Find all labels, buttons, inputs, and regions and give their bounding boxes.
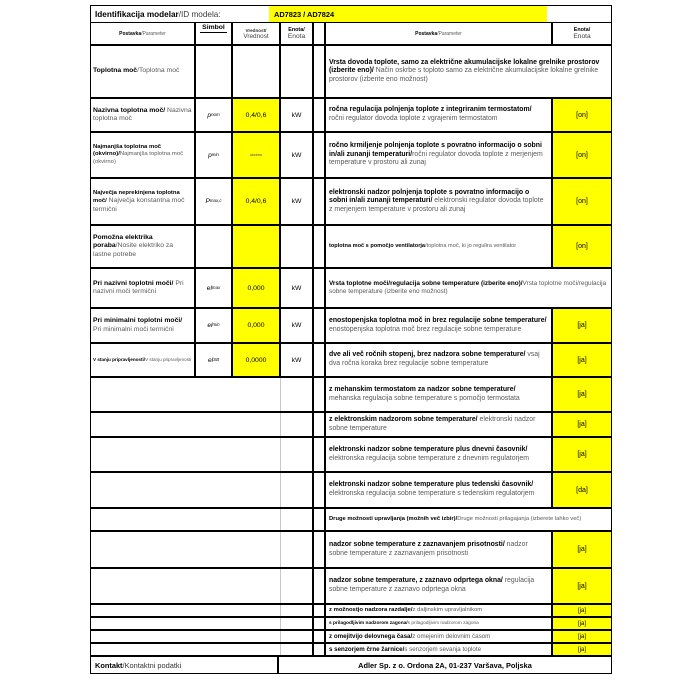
empty-left-cell <box>91 605 281 616</box>
title-row <box>91 6 611 23</box>
spacer-cell <box>312 618 326 629</box>
row-label: Toplotna moč/Toplotna moč <box>91 46 196 97</box>
option-flag-cell[interactable]: [on] <box>551 99 611 131</box>
table-row <box>91 309 611 344</box>
empty-left-cell <box>281 605 312 616</box>
table-row <box>91 618 611 631</box>
table-row <box>91 378 611 413</box>
description-cell: Vrsta toplotne moči/regulacija sobne temperature (izberite eno)/Vrsta toplotne moči/regulacija sobne temperature (izberite eno možnost) <box>329 280 607 295</box>
empty-left-cell <box>91 532 281 567</box>
row-label: V stanju pripravljenosti/V stanju pripravljenosti <box>91 344 196 376</box>
spacer-cell <box>312 309 326 342</box>
contact-row <box>91 657 611 673</box>
value-cell[interactable]: 0,4/0,6 <box>233 179 281 224</box>
table-row <box>91 644 611 657</box>
empty-left-cell <box>91 631 281 642</box>
empty-left-cell <box>91 378 281 411</box>
table-row <box>91 269 611 309</box>
model-id-cell[interactable]: AD7823 / AD7824 <box>269 6 547 22</box>
table-row <box>91 631 611 644</box>
title-label <box>91 6 269 22</box>
table-row <box>91 226 611 269</box>
unit-cell: kW <box>291 151 302 159</box>
symbol-cell: P max,c <box>196 179 233 224</box>
empty-left-cell <box>281 413 312 436</box>
empty-left-cell <box>91 438 281 471</box>
spacer-cell <box>312 226 326 267</box>
option-flag-cell[interactable]: [ja] <box>551 438 611 471</box>
table-row <box>91 46 611 99</box>
spacer-cell <box>312 509 326 530</box>
description-cell: s senzorjem črne žarnice/s senzorjem sevanja toplote <box>329 645 482 653</box>
spacer-cell <box>312 473 326 507</box>
table-row <box>91 413 611 438</box>
empty-left-cell <box>281 378 312 411</box>
empty-left-cell <box>91 509 281 530</box>
option-flag-cell[interactable]: [ja] <box>551 309 611 342</box>
option-flag-cell[interactable]: [ja] <box>551 532 611 567</box>
table-row <box>91 179 611 226</box>
description-cell: toplotna moč s pomočjo ventilatorja/toplotna moč, ki jo regulira ventilator <box>329 243 517 249</box>
empty-left-cell <box>281 473 312 507</box>
table-row <box>91 569 611 605</box>
symbol-cell: p nom <box>196 99 233 131</box>
symbol-cell: el max <box>196 269 233 307</box>
unit-cell: kW <box>291 356 302 364</box>
option-flag-cell[interactable]: [ja] <box>551 344 611 376</box>
description-cell: z možnostjo nadzora razdalje/z daljinskim upravljalnikom <box>329 606 483 613</box>
header-row <box>91 23 611 46</box>
option-flag-cell[interactable]: [ja] <box>551 378 611 411</box>
table-row <box>91 605 611 618</box>
symbol-cell: p min <box>196 133 233 177</box>
empty-left-cell <box>281 618 312 629</box>
description-cell: z mehanskim termostatom za nadzor sobne temperature/ mehanska regulacija sobne temperature s pomočjo termostata <box>329 385 520 402</box>
empty-left-cell <box>91 644 281 655</box>
spacer-cell <box>312 179 326 224</box>
title-spacer <box>547 6 611 22</box>
value-cell[interactable]: 0,0000 <box>233 344 281 376</box>
option-flag-cell[interactable]: [ja] <box>551 644 611 655</box>
spacer-cell <box>312 269 326 307</box>
symbol-cell: el min <box>196 309 233 342</box>
header-value: Vrednost/ Vrednost <box>233 23 281 44</box>
header-spacer-column <box>312 23 326 44</box>
option-flag-cell[interactable]: [on] <box>551 133 611 177</box>
empty-left-cell <box>281 509 312 530</box>
spacer-cell <box>312 605 326 616</box>
empty-left-cell <box>281 532 312 567</box>
table-row <box>91 532 611 569</box>
spacer-cell <box>312 99 326 131</box>
unit-cell: kW <box>291 284 302 292</box>
empty-left-cell <box>91 618 281 629</box>
option-flag-cell[interactable]: [da] <box>551 473 611 507</box>
spacer-cell <box>312 133 326 177</box>
description-cell: nadzor sobne temperature z zaznavanjem prisotnosti/ nadzor sobne temperature z zaznavanjem prisotnosti <box>329 540 528 557</box>
empty-left-cell <box>281 569 312 603</box>
value-cell[interactable]: okvirno <box>233 133 281 177</box>
unit-cell <box>281 46 312 97</box>
table-row <box>91 99 611 133</box>
option-flag-cell[interactable]: [ja] <box>551 618 611 629</box>
description-cell: s prilagodljivim nadzorom zagona/s prilagodljivim nadzorom zagona <box>329 620 479 626</box>
contact-label: Kontakt/Kontaktni podatki <box>91 657 279 673</box>
header-right-parameter: Postavka/Parameter <box>415 30 462 37</box>
symbol-cell: el SB <box>196 344 233 376</box>
empty-left-cell <box>281 644 312 655</box>
value-cell[interactable]: 0,000 <box>233 309 281 342</box>
row-label: Največja neprekinjena toplotna moč/ Največja konstantna moč termični <box>91 179 196 224</box>
empty-left-cell <box>281 438 312 471</box>
option-flag-cell[interactable]: [ja] <box>551 631 611 642</box>
model-identification-table <box>90 5 612 674</box>
spacer-cell <box>312 413 326 436</box>
row-label: Pri nazivni toplotni moči/ Pri nazivni moči termični <box>91 269 196 307</box>
row-label: Pri minimalni toplotni moči/ Pri minimalni moči termični <box>91 309 196 342</box>
value-cell[interactable]: 0,000 <box>233 269 281 307</box>
value-cell[interactable] <box>233 226 281 267</box>
empty-left-cell <box>91 473 281 507</box>
header-parameter: Postavka/Parameter <box>91 23 196 44</box>
description-cell: ročno krmiljenje polnjenja toplote s povratno informacijo o sobni in/ali zunanji temperaturi/ročni regulator dovoda toplote z merjenjem temperature v prostoru ali zunaj <box>329 142 543 167</box>
option-flag-cell[interactable]: [ja] <box>551 413 611 436</box>
description-cell: elektronski nadzor sobne temperature plus tedenski časovnik/ elektronska regulacija sobne temperature s tedenskim regulatorjem <box>329 481 535 497</box>
description-cell: z omejitvijo delovnega časa/z omejenim delovnim časom <box>329 632 491 640</box>
unit-cell: kW <box>291 322 302 329</box>
symbol-cell <box>196 46 233 97</box>
description-cell: nadzor sobne temperature, z zaznavo odprtega okna/ regulacija sobne temperature z zaznavo odprtega okna <box>329 577 535 593</box>
value-cell <box>233 46 281 97</box>
description-cell: Vrsta dovoda toplote, samo za električne akumulacijske lokalne grelnike prostorov (izberite eno)/ Način oskrbe s toploto samo za električne akumulacijske lokalne grelnike prostorov (izberite eno možnost) <box>329 58 600 83</box>
table-row <box>91 509 611 532</box>
description-cell: ročna regulacija polnjenja toplote z integriranim termostatom/ ročni regulator dovoda toplote z vgrajenim termostatom <box>329 106 532 122</box>
description-cell: elektronski nadzor sobne temperature plus dnevni časovnik/ elektronska regulacija sobne temperature z dnevnim regulatorjem <box>329 445 529 462</box>
spacer-cell <box>312 46 326 97</box>
spacer-cell <box>312 378 326 411</box>
option-flag-cell[interactable]: [on] <box>551 226 611 267</box>
table-row <box>91 473 611 509</box>
header-unit: Enota/ Enota <box>287 27 306 40</box>
spacer-cell <box>312 631 326 642</box>
description-cell: Druge možnosti upravljanja (možnih več izbir)/Druge možnosti prilagajanja (izberete lahko več) <box>329 515 582 522</box>
description-cell: elektronski nadzor polnjenja toplote s povratno informacijo o sobni in/ali zunanji temperaturi/ elektronski regulator dovoda toplote z merjenjem temperature v prostoru ali zunaj <box>329 188 544 213</box>
empty-left-cell <box>91 413 281 436</box>
description-cell: enostopenjska toplotna moč in brez regulacije sobne temperature/ enostopenjska toplotna moč brez regulacije sobne temperature <box>329 316 547 333</box>
title-label-bold: Identifikacija modelar <box>95 9 179 19</box>
table-row <box>91 344 611 378</box>
unit-cell: kW <box>291 111 302 119</box>
spacer-cell <box>312 438 326 471</box>
header-symbol: Simbol <box>196 23 233 44</box>
table-rows <box>91 46 611 657</box>
value-cell[interactable]: 0,4/0,6 <box>233 99 281 131</box>
unit-cell: kW <box>291 198 302 205</box>
spacer-cell <box>312 569 326 603</box>
table-row <box>91 438 611 473</box>
option-flag-cell[interactable]: [ja] <box>551 605 611 616</box>
empty-left-cell <box>281 631 312 642</box>
spacer-cell <box>312 344 326 376</box>
row-label: Najmanjša toplotna moč (okvirno)/Najmanjša toplotna moč (okvirno) <box>91 133 196 177</box>
row-label: Nazivna toplotna moč/ Nazivna toplotna moč <box>91 99 196 131</box>
option-flag-cell[interactable]: [on] <box>551 179 611 224</box>
spacer-cell <box>312 532 326 567</box>
description-cell: dve ali več ročnih stopenj, brez nadzora sobne temperature/ vsaj dva ročna koraka brez regulacije sobne temperature <box>329 351 540 367</box>
table-row <box>91 133 611 179</box>
option-flag-cell[interactable]: [ja] <box>551 569 611 603</box>
empty-left-cell <box>91 569 281 603</box>
title-label-rest: /ID modela: <box>178 9 221 19</box>
description-cell: z elektronskim nadzorom sobne temperature/ elektronski nadzor sobne temperature <box>329 415 536 432</box>
header-right-unit: Enota/ Enota <box>551 23 611 44</box>
spacer-cell <box>312 644 326 655</box>
contact-value: Adler Sp. z o. Ordona 2A, 01-237 Varšava, Poljska <box>358 660 532 670</box>
unit-cell <box>281 226 312 267</box>
row-label: Pomožna elektrika poraba/Nosite elektriko za lastne potrebe <box>91 226 196 267</box>
symbol-cell <box>196 226 233 267</box>
